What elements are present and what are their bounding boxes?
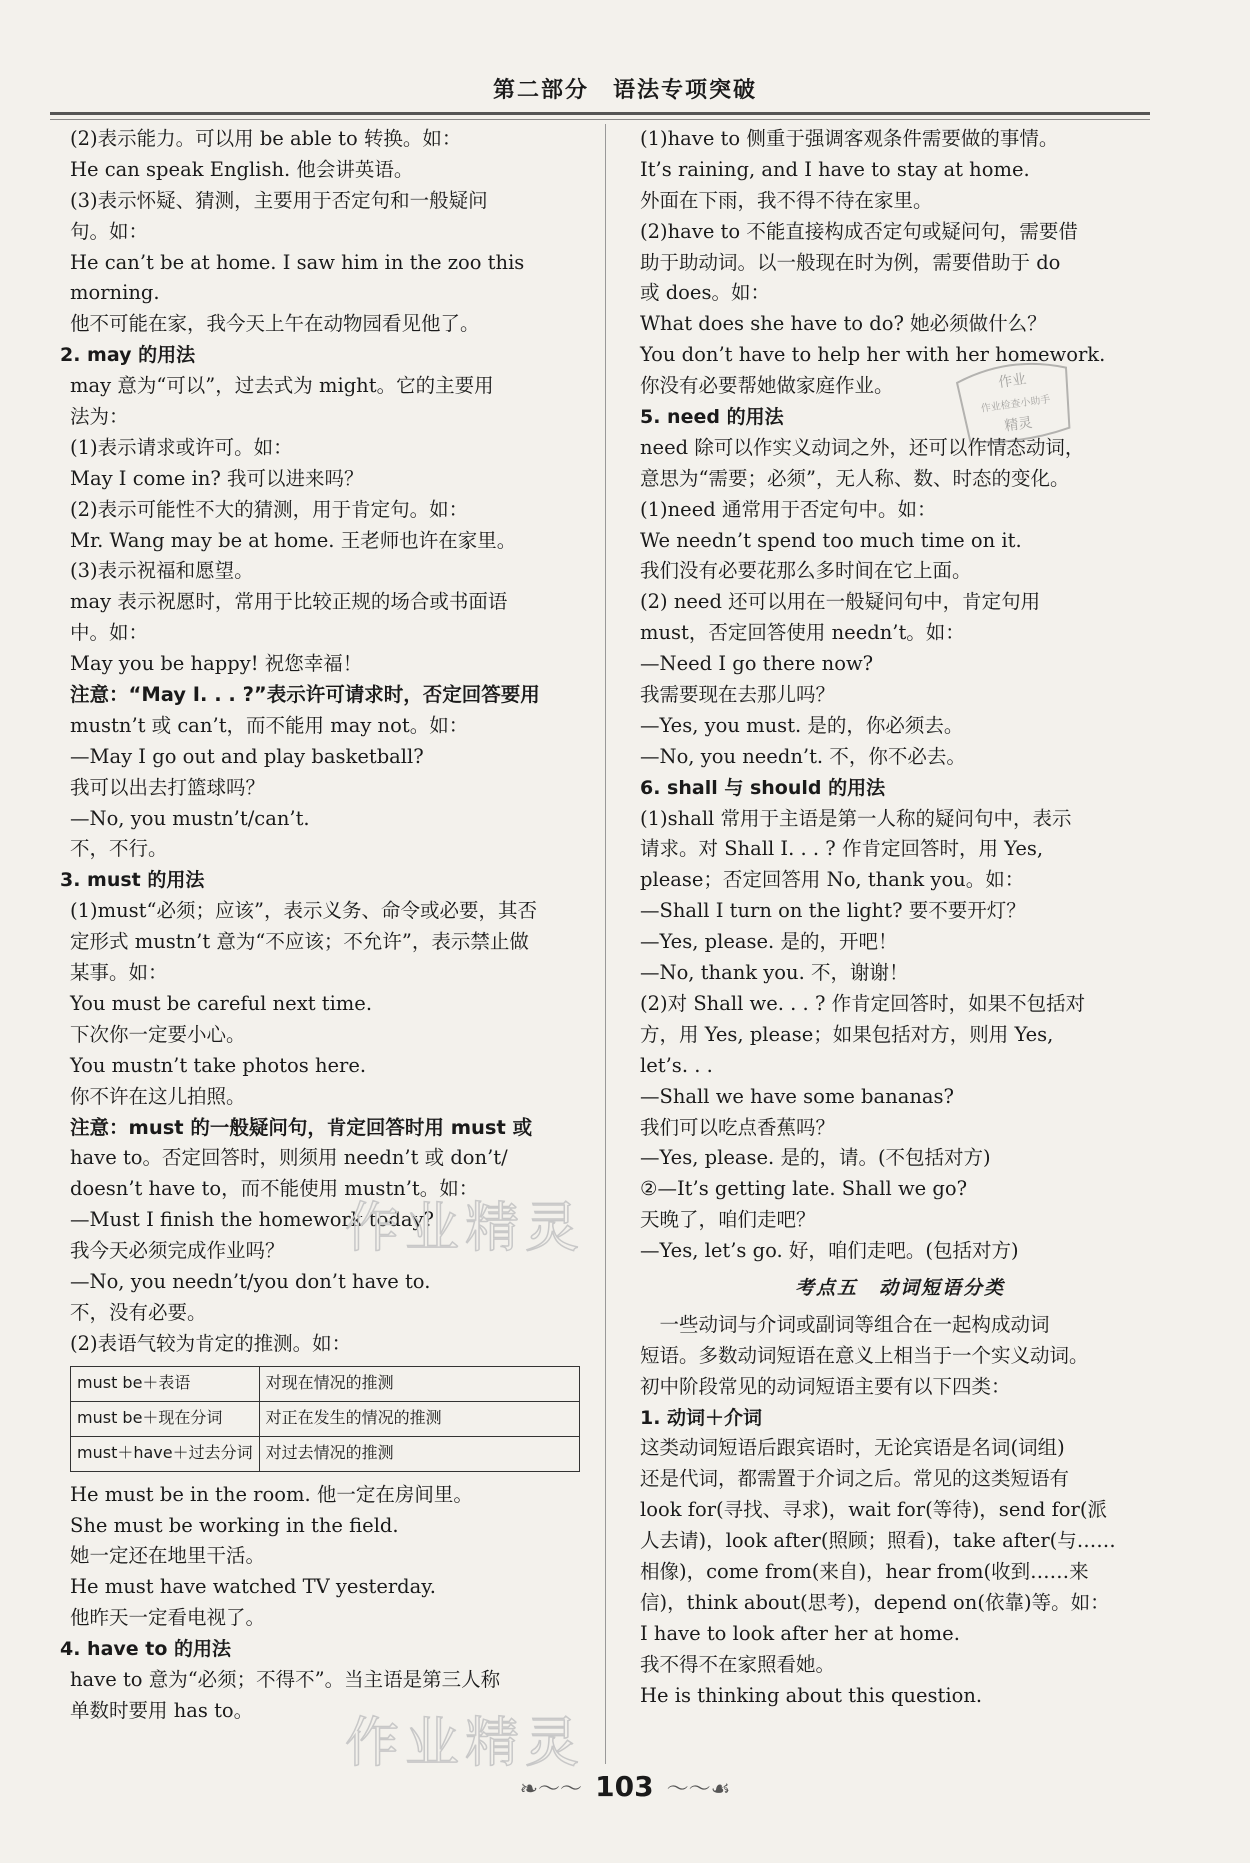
text-line: 这类动词短语后跟宾语时，无论宾语是名词(词组) [640,1436,1065,1460]
text-line: (1)need 通常用于否定句中。如： [640,497,937,521]
text-line: —No, you needn’t/you don’t have to. [70,1269,431,1293]
text-line: —May I go out and play basketball? [70,744,424,768]
table-cell: 对过去情况的推测 [259,1436,579,1471]
section-title-kaodian-5: 考点五 动词短语分类 [794,1276,1005,1299]
section-heading-must: 3. must 的用法 [60,869,205,892]
text-line: ②—It’s getting late. Shall we go? [640,1177,968,1201]
text-line: 相像)，come from(来自)，hear from(收到……来 [640,1559,1089,1583]
text-line: —Need I go there now? [640,652,874,676]
table-cell: 对正在发生的情况的推测 [259,1401,579,1436]
table-row [71,1366,580,1401]
column-divider [605,124,606,1764]
text-line: 外面在下雨，我不得不待在家里。 [640,188,933,212]
text-line: What does she have to do? 她必须做什么？ [640,312,1047,336]
text-line: 我需要现在去那儿吗？ [640,683,836,707]
text-line: must，否定回答使用 needn’t。如： [640,621,965,645]
section-heading-need: 5. need 的用法 [640,406,784,429]
text-line: She must be working in the field. [70,1513,399,1537]
text-line: (1)must“必须；应该”，表示义务、命令或必要，其否 [70,899,537,923]
table-cell: must be＋表语 [71,1366,260,1401]
text-line: He is thinking about this question. [640,1683,983,1707]
svg-text:作业检查小助手: 作业检查小助手 [980,394,1052,415]
text-line: (2)对 Shall we. . . ? 作肯定回答时，如果不包括对 [640,991,1086,1015]
text-line: —Yes, please. 是的，请。(不包括对方) [640,1146,991,1170]
section-heading-verb-prep: 1. 动词＋介词 [640,1406,763,1429]
page-header [0,74,1250,108]
text-line: 天晚了，咱们走吧？ [640,1208,816,1232]
text-line: —Shall we have some bananas? [640,1084,954,1108]
text-line: doesn’t have to，而不能使用 mustn’t。如： [70,1177,479,1201]
right-column [640,124,1160,1711]
header-rule [50,112,1150,120]
text-line: (2)have to 不能直接构成否定句或疑问句，需要借 [640,219,1078,243]
table-row [71,1401,580,1436]
text-line: We needn’t spend too much time on it. [640,528,1022,552]
text-line: May I come in? 我可以进来吗？ [70,466,364,490]
stamp-logo [944,346,1085,453]
text-line: (2)表示能力。可以用 be able to 转换。如： [70,127,462,150]
text-line: —Must I finish the homework today? [70,1208,434,1232]
text-line: 你不许在这儿拍照。 [70,1084,246,1108]
text-line: 信)，think about(思考)，depend on(依靠)等。如： [640,1590,1110,1614]
text-line: 方，用 Yes, please；如果包括对方，则用 Yes, [640,1022,1054,1046]
text-line: 短语。多数动词短语在意义上相当于一个实义动词。 [640,1343,1089,1367]
text-line: He can speak English. 他会讲英语。 [70,157,414,181]
text-line: please；否定回答用 No, thank you。如： [640,868,1025,892]
section-heading-shall-should: 6. shall 与 should 的用法 [640,776,886,799]
text-line: look for(寻找、寻求)，wait for(等待)，send for(派 [640,1498,1107,1522]
table-cell: must＋have＋过去分词 [71,1436,260,1471]
text-line: 单数时要用 has to。 [70,1698,254,1722]
watermark: 作业精灵 [345,1196,585,1259]
text-line: have to。否定回答时，则须用 needn’t 或 don’t/ [70,1146,508,1170]
text-line: (3)表示怀疑、猜测，主要用于否定句和一般疑问 [70,188,488,212]
table-cell: must be＋现在分词 [71,1401,260,1436]
text-line: let’s. . . [640,1053,713,1077]
text-line: 我们可以吃点香蕉吗？ [640,1115,836,1139]
text-line: 下次你一定要小心。 [70,1022,246,1046]
note-line: 注意：“May I. . . ?”表示许可请求时，否定回答要用 [70,683,540,707]
text-line: (2) need 还可以用在一般疑问句中，肯定句用 [640,590,1041,614]
text-line: It’s raining, and I have to stay at home. [640,157,1030,181]
text-line: 人去请)，look after(照顾；照看)，take after(与…… [640,1529,1116,1553]
text-line: (1)表示请求或许可。如： [70,435,293,459]
text-line: Mr. Wang may be at home. 王老师也许在家里。 [70,528,517,552]
text-line: (3)表示祝福和愿望。 [70,559,254,583]
text-line: 法为： [70,405,129,429]
text-line: 我不得不在家照看她。 [640,1652,836,1676]
text-line: 他不可能在家，我今天上午在动物园看见他了。 [70,312,480,336]
page-number: 103 [595,1770,654,1803]
text-line: 我可以出去打篮球吗？ [70,775,266,799]
text-line: You don’t have to help her with her homework. [640,343,1106,367]
text-line: May you be happy! 祝您幸福！ [70,652,363,676]
text-line: have to 意为“必须；不得不”。当主语是第三人称 [70,1667,501,1691]
svg-text:精灵: 精灵 [1003,414,1034,435]
text-line: —Yes, let’s go. 好，咱们走吧。(包括对方) [640,1239,1019,1263]
text-line: 定形式 mustn’t 意为“不应该；不允许”，表示禁止做 [70,930,529,954]
text-line: 我们没有必要花那么多时间在它上面。 [640,559,972,583]
text-line: 某事。如： [70,961,168,985]
section-heading-may: 2. may 的用法 [60,344,196,367]
text-line: —No, you needn’t. 不，你不必去。 [640,744,966,768]
must-inference-table [70,1366,580,1472]
note-line: 注意：must 的一般疑问句，肯定回答时用 must 或 [70,1115,533,1139]
text-line: —No, you mustn’t/can’t. [70,806,310,830]
text-line: (2)表语气较为肯定的推测。如： [70,1331,352,1355]
text-line: I have to look after her at home. [640,1621,960,1645]
section-heading-have-to: 4. have to 的用法 [60,1638,232,1661]
table-cell: 对现在情况的推测 [259,1366,579,1401]
text-line: 或 does。如： [640,281,770,305]
text-line: —Yes, please. 是的，开吧！ [640,930,898,954]
text-line: 初中阶段常见的动词短语主要有以下四类： [640,1374,1011,1398]
text-line: 一些动词与介词或副词等组合在一起构成动词 [640,1312,1050,1336]
text-line: (2)表示可能性不大的猜测，用于肯定句。如： [70,497,469,521]
table-row [71,1436,580,1471]
text-line: 还是代词，都需置于介词之后。常见的这类短语有 [640,1467,1070,1491]
text-line: He must have watched TV yesterday. [70,1575,436,1599]
text-line: 助于助动词。以一般现在时为例，需要借助于 do [640,250,1061,274]
page-header-title: 第二部分 语法专项突破 [492,78,757,103]
text-line: 不，没有必要。 [70,1300,207,1324]
text-line: mustn’t 或 can’t，而不能用 may not。如： [70,713,469,737]
text-line: —No, thank you. 不，谢谢！ [640,961,909,985]
text-line: 你没有必要帮她做家庭作业。 [640,374,894,398]
text-line: (1)shall 常用于主语是第一人称的疑问句中，表示 [640,806,1072,830]
text-line: 他昨天一定看电视了。 [70,1606,266,1630]
page-footer [0,1770,1250,1803]
text-line: 她一定还在地里干活。 [70,1544,266,1568]
text-line: may 表示祝愿时，常用于比较正规的场合或书面语 [70,590,508,614]
text-line: He must be in the room. 他一定在房间里。 [70,1482,473,1506]
text-line: He can’t be at home. I saw him in the zoo this [70,250,525,274]
flourish-right-icon: ～～☙ [666,1777,731,1802]
text-line: —Shall I turn on the light? 要不要开灯？ [640,899,1026,923]
text-line: 我今天必须完成作业吗？ [70,1239,285,1263]
text-line: You must be careful next time. [70,991,373,1015]
left-column [60,124,580,1727]
text-line: 请求。对 Shall I. . . ? 作肯定回答时，用 Yes, [640,837,1044,861]
text-line: —Yes, you must. 是的，你必须去。 [640,713,964,737]
text-line: need 除可以作实义动词之外，还可以作情态动词， [640,435,1085,459]
text-line: 不，不行。 [70,837,168,861]
text-line: (1)have to 侧重于强调客观条件需要做的事情。 [640,127,1059,150]
text-line: may 意为“可以”，过去式为 might。它的主要用 [70,374,494,398]
flourish-left-icon: ❧～～ [519,1777,583,1802]
text-line: 中。如： [70,621,149,645]
text-line: 意思为“需要；必须”，无人称、数、时态的变化。 [640,466,1070,490]
svg-text:作业: 作业 [997,371,1028,392]
watermark: 作业精灵 [345,1711,585,1774]
text-line: 句。如： [70,219,149,243]
text-line: You mustn’t take photos here. [70,1053,367,1077]
text-line: morning. [70,281,160,305]
